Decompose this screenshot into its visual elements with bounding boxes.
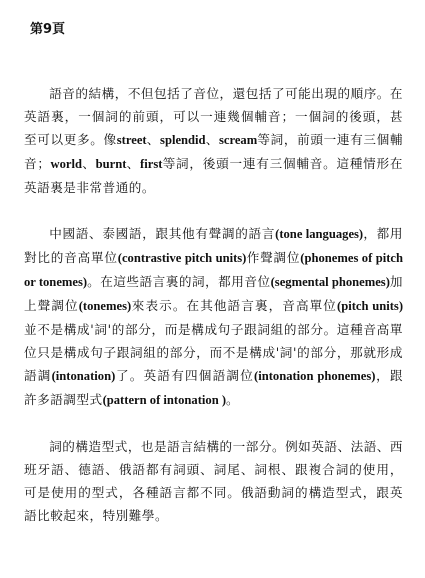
english-term: (segmental phonemes) <box>270 275 390 289</box>
paragraph-word-structure <box>24 435 403 527</box>
english-term: (tone languages) <box>275 227 364 241</box>
text-run: 並不是構成'詞'的部分，而是構成句子跟詞組的部分。這種音高單位只是構成句子跟詞組的部分，而不是構成'詞'的部分，那就形成語調 <box>24 322 403 383</box>
text-run: 了。英語有四個語調位 <box>115 368 254 383</box>
english-term: (intonation) <box>51 369 116 383</box>
text-run: 、 <box>126 156 141 171</box>
text-run: ，都用對比的音高單位 <box>24 226 404 265</box>
text-run: 詞的構造型式，也是語言結構的一部分。例如英語、法語、西班牙語、德語、俄語都有詞頭、詞尾、詞根、跟複合詞的使用，可是使用的型式，各種語言都不同。俄語動詞的構造型式，跟英語比較起來，特別難學。 <box>24 439 403 523</box>
english-term: scream <box>218 133 258 147</box>
english-term: first <box>140 157 163 171</box>
text-run: 作聲調位 <box>246 250 301 265</box>
text-run: 來表示。在其他語言裏，音高單位 <box>131 298 337 313</box>
text-run: 語音的結構，不但包括了音位，還包括了可能出現的順序。在英語裏，一個詞的前頭，可以一連幾個輔音；一個詞的後頭，甚至可以更多。像 <box>24 86 403 147</box>
text-run: 。 <box>226 392 240 407</box>
english-term: (intonation phonemes) <box>254 369 376 383</box>
text-run: 中國語、泰國語，跟其他有聲調的語言 <box>49 226 276 241</box>
english-term: (pattern of intonation ) <box>102 393 227 407</box>
english-term: (phonemes of pitch or tonemes) <box>24 251 404 289</box>
text-run: 、 <box>205 132 219 147</box>
english-term: splendid <box>160 133 206 147</box>
english-term: burnt <box>95 157 127 171</box>
text-run: 等詞，前頭一連有三個輔音； <box>24 132 404 171</box>
text-run: 、 <box>81 156 96 171</box>
paragraph-phoneme-sequence <box>24 82 403 199</box>
english-term: street <box>116 133 147 147</box>
text-run: 等詞，後頭一連有三個輔音。這種情形在英語裏是非常普通的。 <box>24 156 404 195</box>
english-term: (tonemes) <box>78 299 132 313</box>
english-term: (pitch units) <box>337 299 404 313</box>
text-run: 加上聲調位 <box>24 274 404 313</box>
page-number: 第9頁 <box>30 22 66 37</box>
paragraph-tone-and-intonation <box>24 222 403 412</box>
english-term: world <box>50 157 82 171</box>
english-term: (contrastive pitch units) <box>117 251 247 265</box>
text-run: 、 <box>146 132 161 147</box>
text-run: 。在這些語言裏的詞，都用音位 <box>87 274 271 289</box>
text-run: ，跟許多語調型式 <box>24 368 404 407</box>
